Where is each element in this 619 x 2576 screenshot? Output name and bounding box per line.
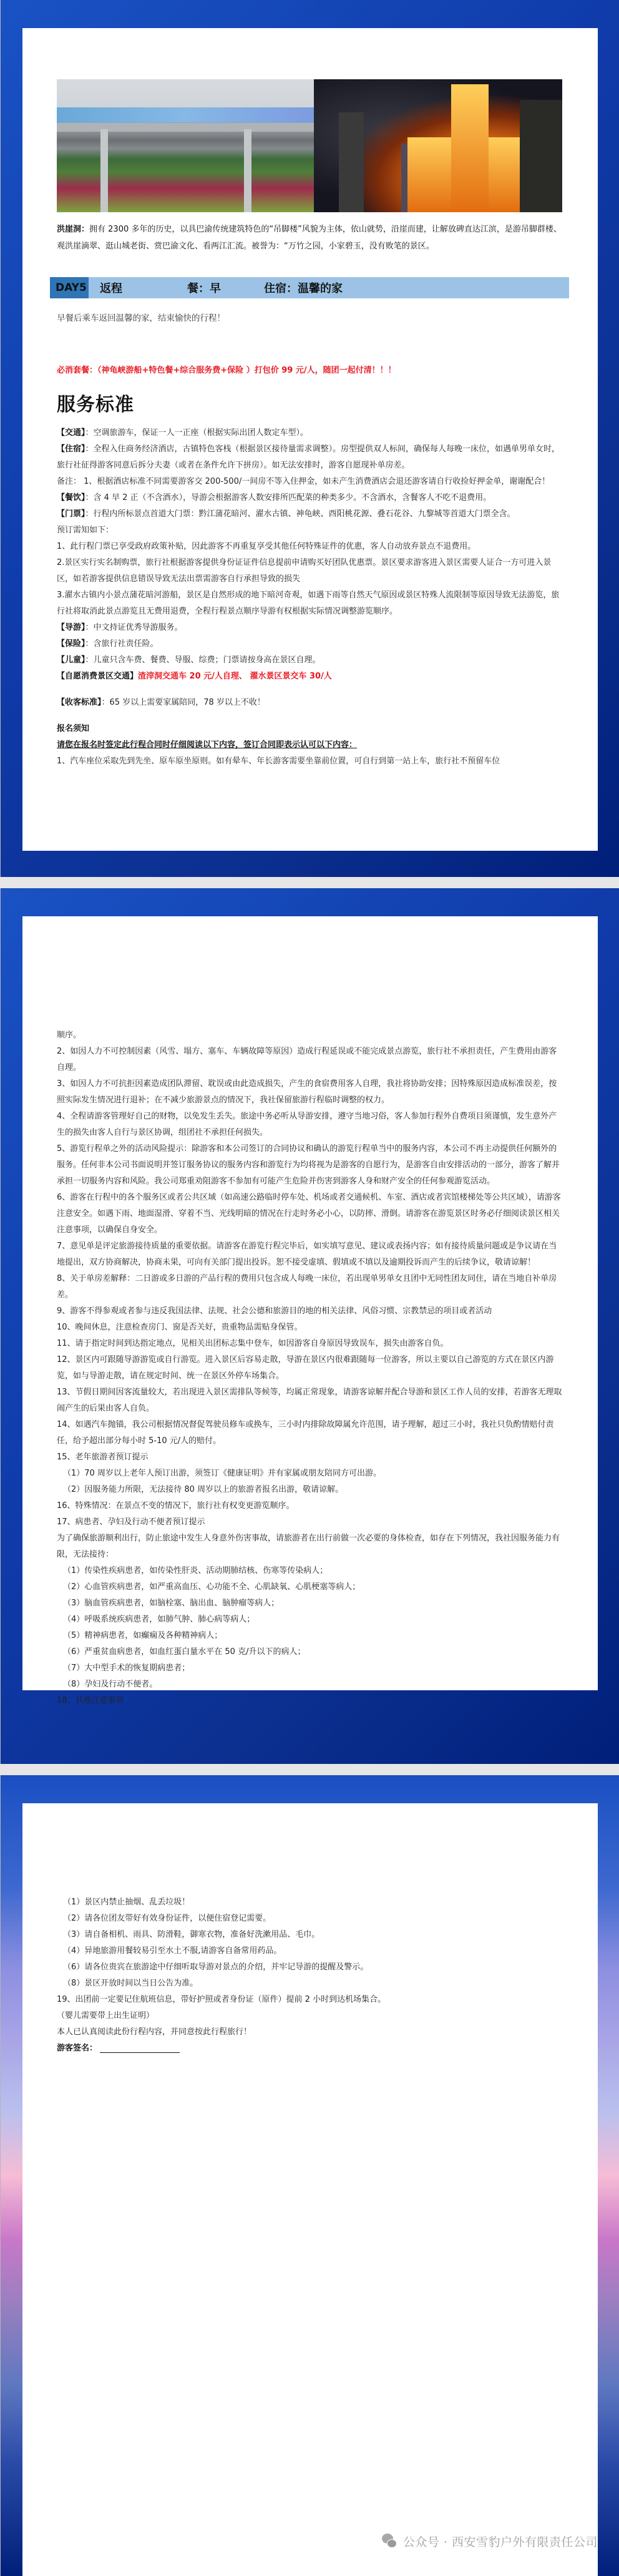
note-line: （3）请自备相机、雨具、防滑鞋，御寒衣物，准备好洗漱用品、毛巾。 <box>63 1930 320 1939</box>
self-pay-item: 【自愿消费景区交通】渣滓洞交通车 20 元/人自理、 濯水景区景交车 30/人 <box>57 672 332 681</box>
page-3 <box>0 1775 619 2576</box>
rule-line: 17、病患者、孕妇及行动不便者预订提示 <box>57 1517 205 1527</box>
monorail-train <box>57 107 314 122</box>
photo-monorail <box>57 79 314 212</box>
note-line: （6）请各位贵宾在旅游途中仔细听取导游对景点的介绍，并牢记导游的提醒及警示。 <box>63 1962 369 1972</box>
day-description: 早餐后乘车返回温馨的家，结束愉快的行程！ <box>57 313 225 323</box>
agreement-statement: 本人已认真阅读此份行程内容，并同意按此行程旅行！ <box>57 2027 252 2037</box>
page-1 <box>0 0 619 877</box>
rule-line: 13、节假日期间因客流量较大，若出现进入景区需排队等候等，均属正常现象，请游客谅解并配合导游和景区工作人员的安排，若游客无理取闹产生的后果由客人自负。 <box>57 1388 562 1413</box>
stay-item: 【住宿】：全程入住商务经济酒店，古镇特色客栈（根据景区接待量需求调整）。房型提供双人标间，确保每人每晚一床位，如遇单男单女时，旅行社征得游客同意后拆分夫妻（或者在条件允许下拼房）。如无法安排时，游客自愿现补单房差。 <box>57 444 560 470</box>
page-3-sheet <box>22 1803 598 2576</box>
page-2 <box>0 888 619 1764</box>
rule-line: 8、关于单房差解释：二日游或多日游的产品行程的费用只包含成人每晚一床位，若出现单男单女且团中无同性团友同住，请在当地自补单房差。 <box>57 1274 557 1300</box>
booking-item-2: 2.景区实行实名制购票，旅行社根据游客提供身份证证件信息提前申请购买好团队优惠票。景区要求游客进入景区需要人证合一方可进入景区，如若游客提供信息错误导致无法出票需游客自行承担导致的损失 <box>57 558 552 584</box>
rule-line: 7、意见单是评定旅游接待质量的重要依据。请游客在游览行程完毕后，如实填写意见、建议或表扬内容；如有接待质量问题或是争议请在当地提出，双方协商解决，协商未果，可向有关部门提出投诉。恕不接受虚填、假填或不填以及逾期投诉而产生的后续争议，敬请谅解！ <box>57 1241 557 1267</box>
page-2-sheet <box>22 916 598 1705</box>
rule-line: 为了确保旅游顺利出行，防止旅途中发生人身意外伤害事故，请旅游者在出行前做一次必要的身体检查，如存在下列情况，我社因服务能力有限，无法接待： <box>57 1534 560 1559</box>
lit-tower <box>451 84 489 212</box>
day-meal: 餐：早 <box>187 282 221 295</box>
day-route: 返程 <box>100 282 122 295</box>
rule-line: 9、游客不得参观或者参与违反我国法律、法规、社会公德和旅游目的地的相关法律、风俗习惯、宗教禁忌的项目或者活动 <box>57 1306 492 1316</box>
rule-line: 18、其他注意事项 <box>57 1696 124 1705</box>
page-1-sheet <box>22 28 598 851</box>
rule-line: 14、如遇汽车抛锚，我公司根据情况督促驾驶员修车或换车，三小时内排除故障属允许范围，请予理解，超过三小时，我社只负酌情赔付责任，给予超出部分每小时 5-10 元/人的赔付。 <box>57 1420 554 1446</box>
wechat-watermark <box>382 2533 598 2550</box>
skyscraper <box>339 112 364 212</box>
booking-item-3: 3.濯水古镇内小景点蒲花暗河游船，景区是自然形成的地下暗河奇观，如遇下雨等自然天气原因或景区特殊人流限制等原因导致无法游览，旅行社将取消此景点游览且无费用退费，全程行程景点顺序导游有权根据实际情况调整游览顺序。 <box>57 590 560 616</box>
booking-item-1: 1、此行程门票已享受政府政策补贴，因此游客不再重复享受其他任何特殊证件的优惠，客人自动放弃景点不退费用。 <box>57 542 476 551</box>
rule-line: （2）因服务能力所限，无法接待 80 周岁以上的旅游者报名出游，敬请谅解。 <box>63 1485 344 1494</box>
child-item: 【儿童】：儿童只含车费、餐费、导服、综费；门票请按身高在景区自理。 <box>57 655 321 665</box>
rule-line: （5）精神病患者，如癫痫及各种精神病人； <box>63 1631 223 1640</box>
rule-line: 6、游客在行程中的各个服务区或者公共区域（如高速公路临时停车处、机场或者交通候机、车室、酒店或者宾馆楼梯处等公共区域），请游客注意安全。如遇下雨、地面湿滑、穿着不当、光线明暗的情况在行走时务必小心，以防摔、滑倒。请游客在游览景区时务必仔细阅读景区相关注意事项，以确保自身安全。 <box>57 1193 561 1235</box>
meal-item: 【餐饮】：含 4 早 2 正（不含酒水），导游会根据游客人数安排所匹配菜的种类多少。不含酒水，含餐客人不吃不退费用。 <box>57 493 492 502</box>
service-standard-title: 服务标准 <box>57 394 134 416</box>
guide-item: 【导游】：中文持证优秀导游服务。 <box>57 623 183 632</box>
note-line: （1）景区内禁止抽烟、乱丢垃圾！ <box>63 1898 190 1907</box>
rule-line: 11、请于指定时间到达指定地点，见相关出团标志集中登车，如因游客自身原因导致误车，损失由游客自负。 <box>57 1339 449 1348</box>
day-tag: DAY5 <box>50 277 89 298</box>
rule-line: 2、如因人力不可控制因素（风雪、塌方、塞车、车辆故障等原因）造成行程延误或不能完成景点游览，旅行社不承担责任，产生费用由游客自理。 <box>57 1047 557 1072</box>
rule-line: 10、晚间休息，注意检查房门、窗是否关好，贵重物品需贴身保管。 <box>57 1323 303 1332</box>
track-pillar <box>244 129 251 212</box>
note-line: （2）请各位团友带好有效身份证件，以便住宿登记需要。 <box>63 1914 271 1923</box>
photo-strip <box>57 79 562 212</box>
photo-hongyadong-night <box>314 79 562 212</box>
rule-line: （7）大中型手术的恢复期病患者； <box>63 1663 190 1673</box>
rule-line: 5、游览行程单之外的活动风险提示：除游客和本公司签订的合同协议和确认的游览行程单当中的服务内容，本公司不再主动提供任何额外的服务。任何非本公司书面说明并签订服务协议的服务内容和游览行为均将视为是游客的自愿行为，是游客自由安排活动的一部分，游客了解并承担一切服务内容和风险。我公司郑重劝阻游客不参加有可能产生危险并伤害到游客人身和财产安全的任何参观游览活动。 <box>57 1144 560 1186</box>
service-standard-body <box>57 425 563 770</box>
hongyadong-text: 拥有 2300 多年的历史，以具巴渝传统建筑特色的“吊脚楼”风貌为主体，依山就势，沿崖而建，让解放碑直达江滨，是游吊脚群楼、观洪崖滴翠、逛山城老街、赏巴渝文化、看两江汇流。被誉为：“万竹之园，小家碧玉，没有败笔的景区。 <box>57 225 562 251</box>
rule-line: 顺序。 <box>57 1031 82 1040</box>
note-line: （婴儿需要带上出生证明） <box>57 2011 155 2020</box>
rule-line: 3、如因人力不可抗拒因素造成团队滞留、耽误或由此造成损失，产生的食宿费用客人自理，我社将协助安排；因特殊原因造成标准误差，按照实际发生情况进行退补；在不减少旅游景点的情况下，我社保留旅游行程临时调整的权力。 <box>57 1079 557 1105</box>
other-notes <box>57 1854 563 2057</box>
signature-label: 游客签名： <box>57 2044 98 2053</box>
signup-notice: 请您在报名时签定此行程合同时仔细阅读以下内容，签订合同即表示认可以下内容： <box>57 740 358 750</box>
watermark-text: 公众号 · 西安雪豹户外有限责任公司 <box>402 2535 598 2549</box>
day-header-bar <box>50 277 569 298</box>
skyscraper <box>520 100 562 212</box>
signature-field[interactable] <box>100 2044 180 2053</box>
note-line: 19、出团前一定要记住航班信息，带好护照或者身份证（原件）提前 2 小时到达机场集合。 <box>57 1995 386 2004</box>
signature-row <box>57 2040 563 2057</box>
age-item: 【收客标准】：65 岁以上需要家属陪同，78 岁以上不收！ <box>57 698 265 707</box>
note-line: （8）景区开放时间以当日公告为准。 <box>63 1979 198 1988</box>
rule-line: 4、全程请游客管理好自己的财物，以免发生丢失。旅途中务必听从导游安排，遵守当地习俗，客人参加行程外自费项目须谨慎，发生意外产生的损失由客人自行与景区协调，组团社不承担任何损失。 <box>57 1112 557 1137</box>
monorail-track <box>57 123 314 132</box>
booking-title: 预订需知如下： <box>57 526 114 535</box>
note-line: （4）异地旅游用餐较易引至水土不服,请游客自备常用药品。 <box>63 1946 282 1956</box>
ticket-item: 【门票】：行程内所标景点首道大门票：黔江蒲花暗河、濯水古镇、神龟峡、酉阳桃花源、叠石花谷、九黎城等首道大门票全含。 <box>57 509 515 519</box>
rule-line: （2）心血管疾病患者，如严重高血压、心功能不全、心肌缺氧、心肌梗塞等病人； <box>63 1582 361 1592</box>
rule-line: 12、景区内可跟随导游游览或自行游览。进入景区后容易走散，导游在景区内很难跟随每一位游客，所以主要以自己游览的方式在景区内游览，如与导游走散，请在规定时间、统一在景区外停车场集合。 <box>57 1355 554 1381</box>
rule-line: （8）孕妇及行动不便者。 <box>63 1680 158 1689</box>
deposit-note: 备注： 1、根据酒店标准不同需要游客交 200-500/一间房不等入住押金，如未产生消费酒店会退还游客请自行收捡好押金单，谢谢配合！ <box>57 477 550 486</box>
rules-continued <box>57 967 563 1709</box>
rule-line: （1）70 周岁以上老年人预订出游，须签订《健康证明》并有家属或朋友陪同方可出游。 <box>63 1469 381 1478</box>
rule-line: 16、特殊情况：在景点不变的情况下，旅行社有权变更游览顺序。 <box>57 1501 295 1511</box>
rule-line: （6）严重贫血病患者，如血红蛋白量水平在 50 克/升以下的病人； <box>63 1647 306 1657</box>
wechat-icon <box>382 2534 398 2550</box>
must-package-notice: 必消套餐：（神龟峡游船+特色餐+综合服务费+保险 ）打包价 99 元/人，随团一起付清！！！ <box>57 366 396 375</box>
traffic-item: 【交通】：空调旅游车，保证一人一正座（根据实际出团人数定车型）。 <box>57 428 309 438</box>
insurance-item: 【保险】：含旅行社责任险。 <box>57 639 158 649</box>
rule-line: 15、老年旅游者预订提示 <box>57 1452 149 1462</box>
rule-line: （4）呼吸系统疾病患者，如肺气肿、肺心病等病人； <box>63 1615 255 1624</box>
rule-line: （3）脑血管疾病患者，如脑栓塞、脑出血、脑肿瘤等病人； <box>63 1599 280 1608</box>
hongyadong-label: 洪崖洞： <box>57 225 90 234</box>
day-stay: 住宿：温馨的家 <box>264 282 343 295</box>
track-pillar <box>100 129 108 212</box>
rule-1: 1、汽车座位采取先到先坐、原车原坐原则。如有晕车、年长游客需要坐靠前位置，可自行到第一站上车，旅行社不预留车位 <box>57 757 500 766</box>
hongyadong-description <box>57 221 562 255</box>
signup-title: 报名须知 <box>57 724 90 733</box>
rule-line: （1）传染性疾病患者，如传染性肝炎、活动期肺结核、伤寒等传染病人； <box>63 1566 328 1575</box>
